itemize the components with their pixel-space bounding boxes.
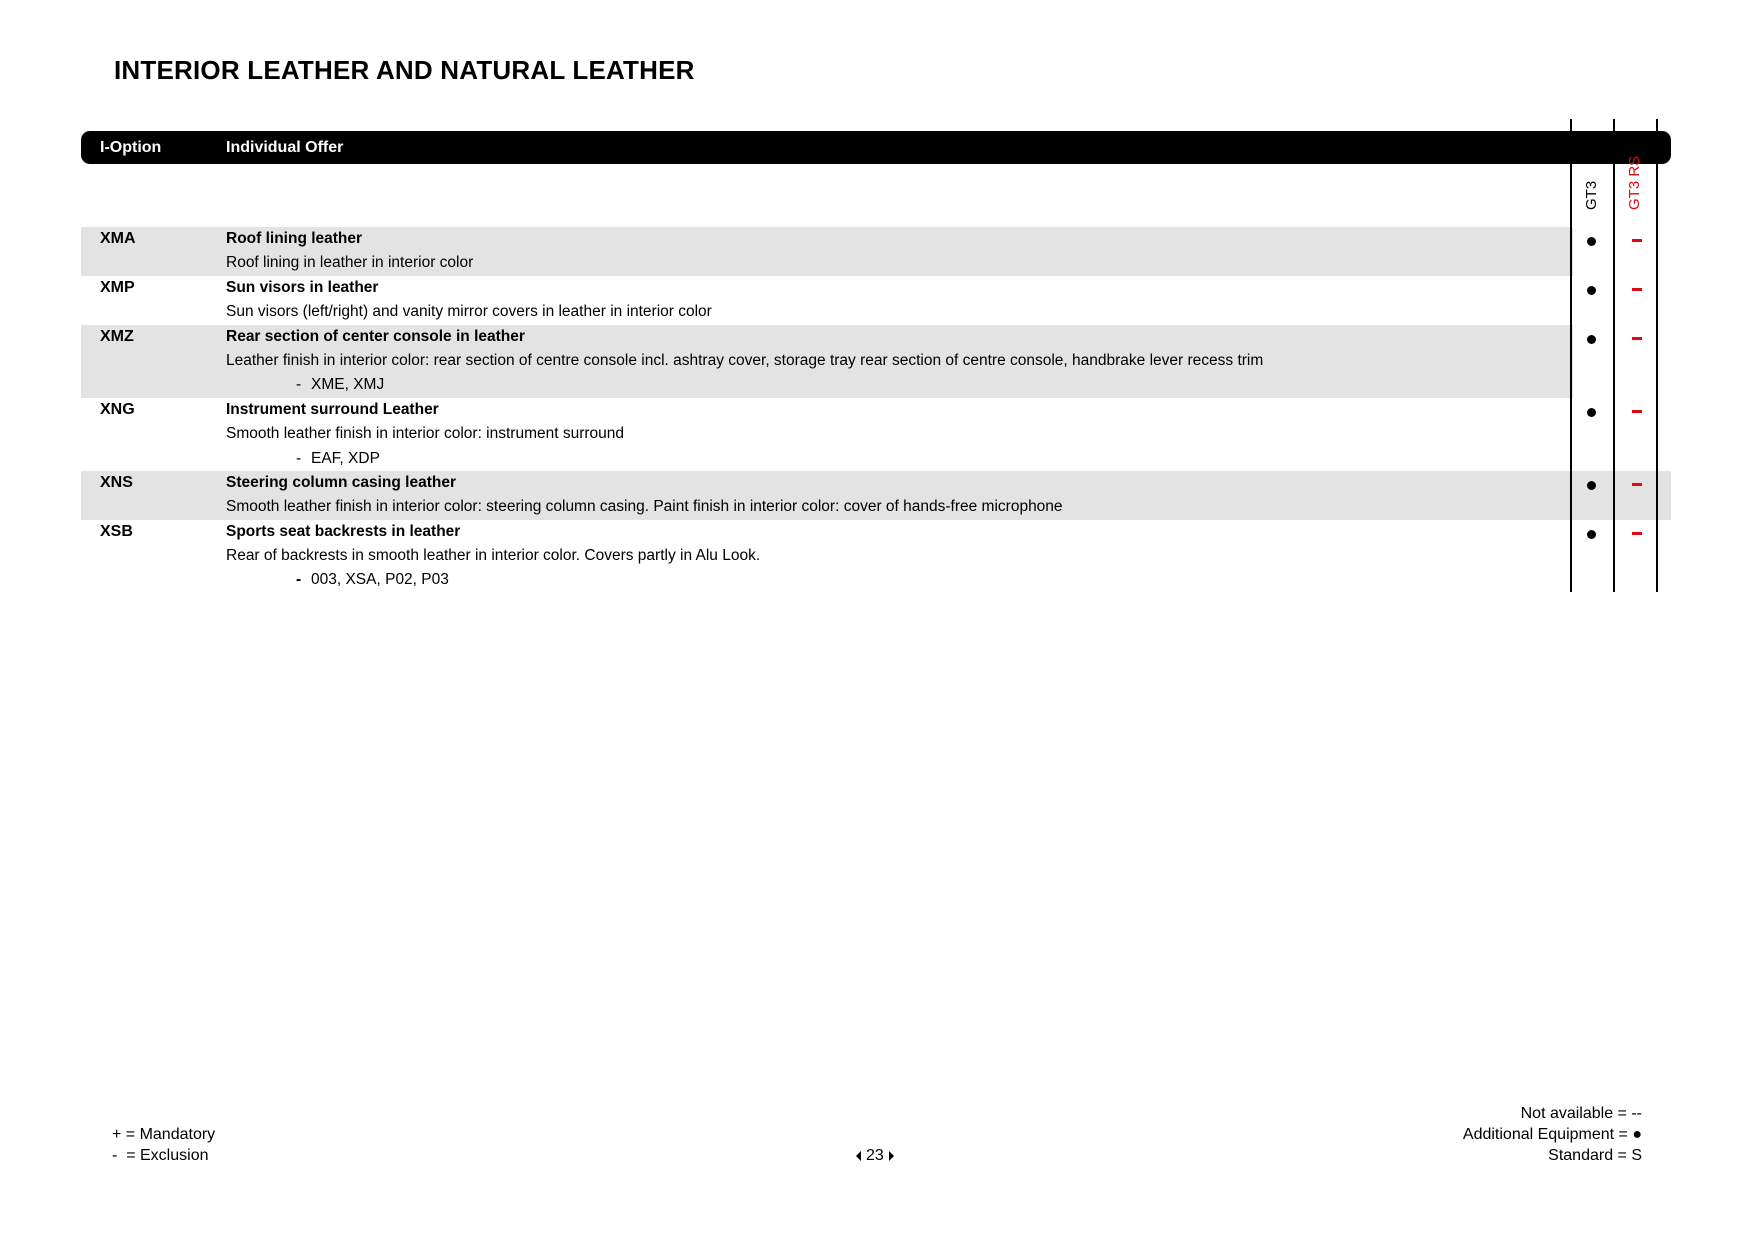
page-title: INTERIOR LEATHER AND NATURAL LEATHER (114, 55, 695, 85)
option-exclusions: - XME, XMJ (296, 376, 385, 394)
exclusion-dash-red (1632, 532, 1642, 535)
option-rows (81, 227, 1671, 593)
page-number: 23 (866, 1147, 884, 1164)
column-label-gt3-rs: GT3 RS (1626, 155, 1643, 210)
column-label-gt3: GT3 (1583, 180, 1600, 210)
legend-not-available: Not available = -- (1520, 1105, 1642, 1122)
option-title: Roof lining leather (226, 230, 363, 247)
additional-equipment-dot (1587, 237, 1596, 246)
option-code: XMP (100, 278, 135, 296)
additional-equipment-dot (1587, 530, 1596, 539)
exclusion-dash-red (1632, 410, 1642, 413)
column-divider (1570, 119, 1572, 592)
option-description: Rear of backrests in smooth leather in interior color. Covers partly in Alu Look. (226, 547, 761, 565)
legend-exclusion: - = Exclusion (112, 1147, 209, 1164)
option-code: XNS (100, 473, 133, 491)
exclusion-dash-red (1632, 337, 1642, 340)
option-code: XNG (100, 400, 135, 418)
option-description: Smooth leather finish in interior color: steering column casing. Paint finish in interior color: cover of hands-free microphone (226, 498, 1063, 516)
option-description: Sun visors (left/right) and vanity mirror covers in leather in interior color (226, 303, 712, 321)
option-description: Roof lining in leather in interior color (226, 254, 474, 272)
option-title: Steering column casing leather (226, 473, 456, 491)
table-row (81, 227, 1573, 276)
additional-equipment-dot (1587, 408, 1596, 417)
additional-equipment-dot (1587, 335, 1596, 344)
table-row (81, 471, 1671, 520)
legend-mandatory: + = Mandatory (112, 1126, 216, 1143)
table-row (81, 276, 1671, 325)
header-option: I-Option (100, 139, 162, 156)
option-title: Rear section of center console in leather (226, 327, 525, 345)
legend-left (112, 1124, 215, 1166)
additional-equipment-dot (1587, 286, 1596, 295)
exclusion-dash-red (1632, 483, 1642, 486)
previous-page-icon[interactable] (856, 1151, 861, 1161)
exclusion-dash-red (1632, 288, 1642, 291)
legend-standard: Standard = S (1548, 1147, 1642, 1164)
option-description: Smooth leather finish in interior color: instrument surround (226, 425, 625, 443)
table-row (81, 520, 1671, 593)
option-title: Sun visors in leather (226, 278, 379, 296)
header-offer: Individual Offer (226, 139, 344, 156)
exclusion-dash-red (1632, 239, 1642, 242)
table-row (81, 325, 1573, 398)
column-divider (1613, 119, 1615, 592)
legend-right (1463, 1103, 1642, 1166)
option-title: Instrument surround Leather (226, 400, 439, 418)
table-row (81, 398, 1671, 471)
page-navigation (856, 1145, 894, 1166)
next-page-icon[interactable] (889, 1151, 894, 1161)
option-code: XSB (100, 522, 133, 540)
option-code: XMA (100, 230, 136, 247)
option-description: Leather finish in interior color: rear section of centre console incl. ashtray cover, storage tray rear section of centre console, handbrake lever recess trim (226, 351, 1264, 369)
option-title: Sports seat backrests in leather (226, 522, 461, 540)
option-exclusions: - EAF, XDP (296, 449, 380, 467)
option-exclusions: - 003, XSA, P02, P03 (296, 571, 449, 589)
legend-additional-equipment: Additional Equipment = ● (1462, 1126, 1642, 1143)
option-code: XMZ (100, 327, 134, 345)
column-divider (1656, 119, 1658, 592)
additional-equipment-dot (1587, 481, 1596, 490)
